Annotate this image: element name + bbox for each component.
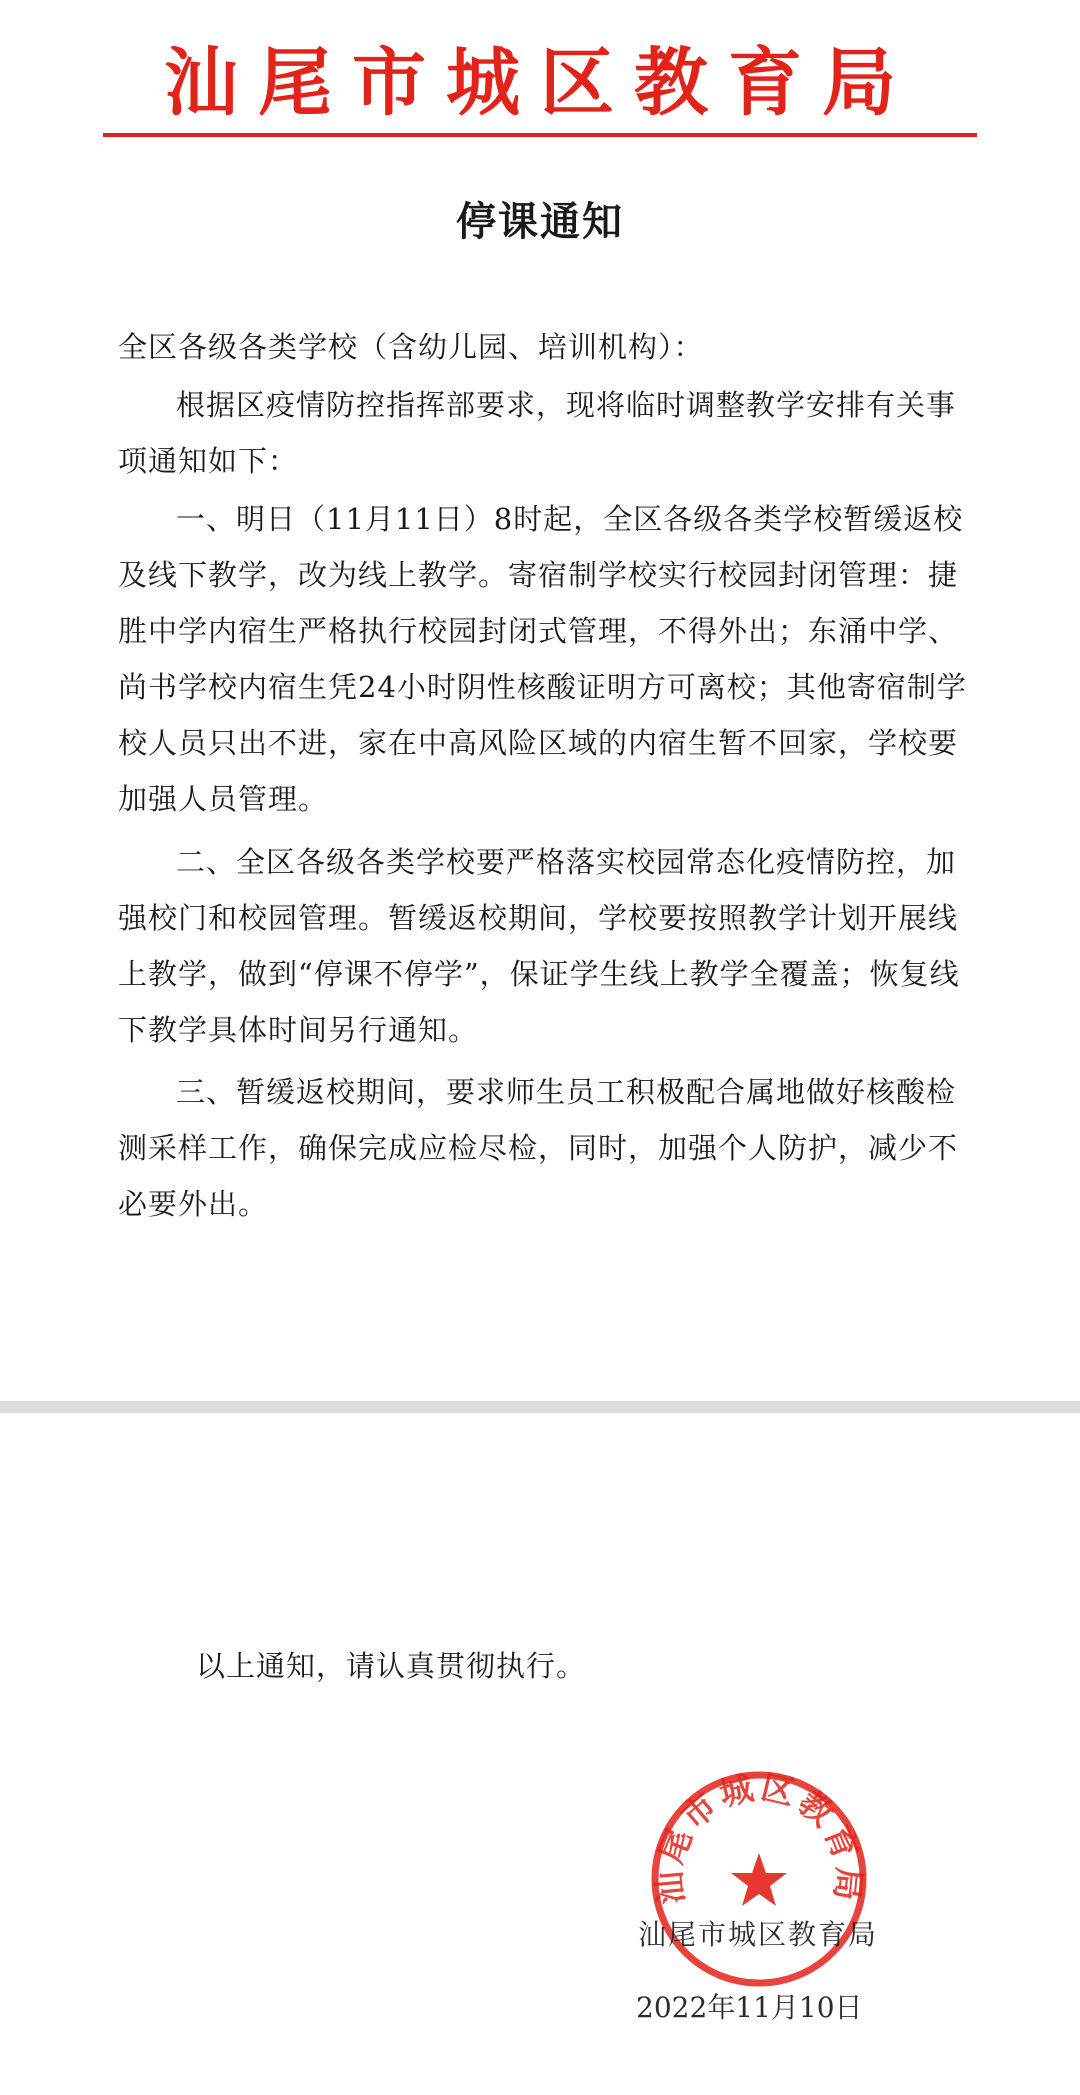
letterhead-rule <box>103 133 977 137</box>
paragraph-three: 三、暂缓返校期间，要求师生员工积极配合属地做好核酸检测采样工作，确保完成应检尽检，同时，加强个人防护，减少不必要外出。 <box>118 1075 959 1221</box>
paragraph-two: 二、全区各级各类学校要严格落实校园常态化疫情防控，加强校门和校园管理。暂缓返校期间，学校要按照教学计划开展线上教学，做到“停课不停学”，保证学生线上教学全覆盖；恢复线下教学具体时间另行通知。 <box>118 845 960 1047</box>
intro-paragraph: 根据区疫情防控指挥部要求，现将临时调整教学安排有关事项通知如下： <box>118 388 957 478</box>
signature-date: 2022年11月10日 <box>636 1991 863 2024</box>
seal-star-icon <box>731 1853 787 1906</box>
signature-organization: 汕尾市城区教育局 <box>638 1918 879 1951</box>
official-seal <box>645 1765 873 1993</box>
closing-line: 以上通知，请认真贯彻执行。 <box>196 1649 587 1683</box>
notice-title: 停课通知 <box>456 199 624 245</box>
paragraph-one: 一、明日（11月11日）8时起，全区各级各类学校暂缓返校及线下教学，改为线上教学。寄宿制学校实行校园封闭管理：捷胜中学内宿生严格执行校园封闭式管理，不得外出；东涌中学、尚书学校内宿生凭24小时阴性核酸证明方可离校；其他寄宿制学校人员只出不进，家在中高风险区域的内宿生暂不回家，学校要加强人员管理。 <box>118 502 967 816</box>
seal-text: 汕尾市城区教育局 <box>648 1767 870 1907</box>
page-divider <box>0 1401 1080 1413</box>
letterhead-title: 汕尾市城区教育局 <box>164 40 916 126</box>
salutation: 全区各级各类学校（含幼儿园、培训机构）： <box>118 330 704 364</box>
